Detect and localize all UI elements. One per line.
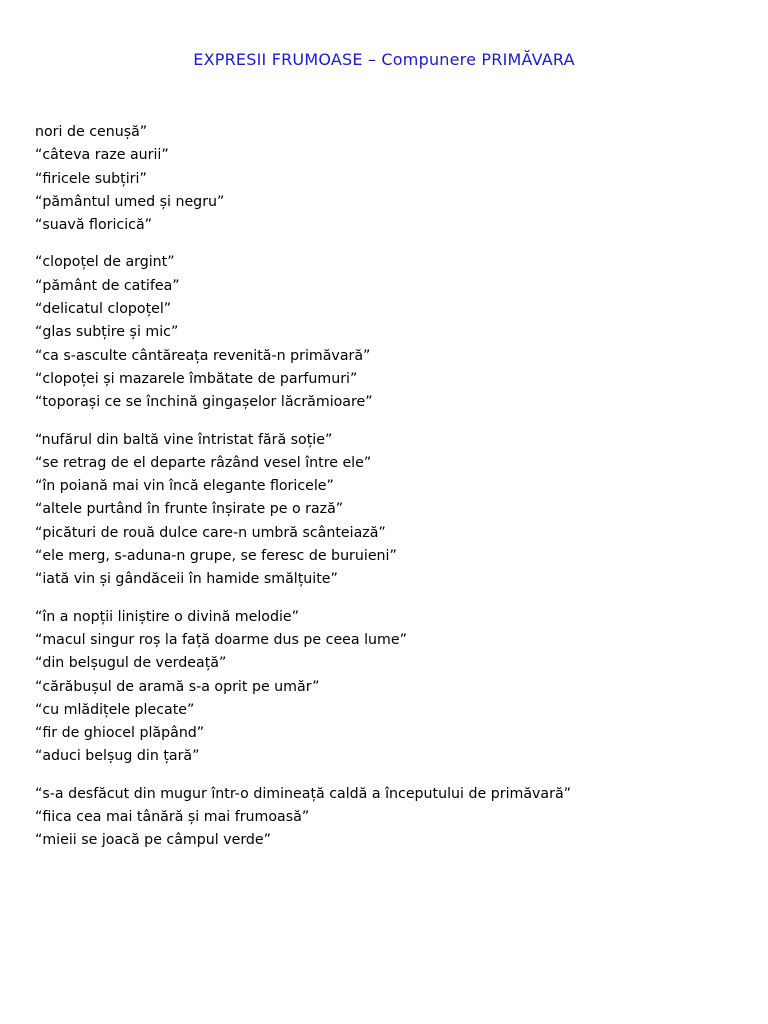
expression-line: “se retrag de el departe râzând vesel între ele” — [35, 454, 372, 471]
expression-line: “toporași ce se închină gingașelor lăcrămioare” — [35, 394, 373, 411]
expression-line: “macul singur roș la față doarme dus pe ceea lume” — [35, 631, 407, 648]
expression-line: “suavă floricică” — [35, 217, 153, 234]
expression-line: “cărăbușul de aramă s-a oprit pe umăr” — [35, 678, 320, 695]
expression-line: “cu mlădițele plecate” — [35, 701, 195, 718]
stanza-2 — [35, 251, 735, 414]
expression-line: “pământul umed și negru” — [35, 193, 225, 210]
expression-line: “iată vin și gândăceii în hamide smălțuite” — [35, 571, 338, 588]
expression-line: “glas subțire și mic” — [35, 324, 179, 341]
expression-line: “în poiană mai vin încă elegante floricele” — [35, 478, 334, 495]
expression-line: “din belșugul de verdeață” — [35, 655, 227, 672]
expression-line: “fiica cea mai tânără și mai frumoasă” — [35, 809, 310, 826]
expression-line: “clopoței și mazarele îmbătate de parfumuri” — [35, 370, 358, 387]
expressions-list — [35, 121, 735, 867]
expression-line: “picături de rouă dulce care-n umbră scânteiază” — [35, 524, 386, 541]
stanza-4 — [35, 606, 735, 769]
expression-line: “s-a desfăcut din mugur într-o dimineață caldă a începutului de primăvară” — [35, 785, 571, 802]
expression-line: “câteva raze aurii” — [35, 147, 169, 164]
expression-line: “firicele subțiri” — [35, 170, 147, 187]
expression-line: “ca s-asculte cântăreața revenită-n primăvară” — [35, 347, 371, 364]
stanza-5 — [35, 783, 735, 853]
expression-line: “ele merg, s-aduna-n grupe, se feresc de buruieni” — [35, 548, 397, 565]
expression-line: “delicatul clopoțel” — [35, 301, 172, 318]
expression-line: “aduci belșug din țară” — [35, 748, 200, 765]
expression-line: “mieii se joacă pe câmpul verde” — [35, 832, 271, 849]
expression-line: “pământ de catifea” — [35, 277, 180, 294]
expression-line: “clopoțel de argint” — [35, 254, 175, 271]
expression-line: nori de cenușă” — [35, 124, 148, 140]
document-title: EXPRESII FRUMOASE – Compunere PRIMĂVARA — [193, 50, 575, 69]
expression-line: “în a nopții liniștire o divină melodie” — [35, 608, 299, 625]
expression-line: “fir de ghiocel plăpând” — [35, 725, 205, 742]
stanza-3 — [35, 429, 735, 592]
stanza-1 — [35, 121, 735, 237]
expression-line: “nufărul din baltă vine întristat fără soție” — [35, 431, 333, 448]
expression-line: “altele purtând în frunte înșirate pe o rază” — [35, 501, 344, 518]
